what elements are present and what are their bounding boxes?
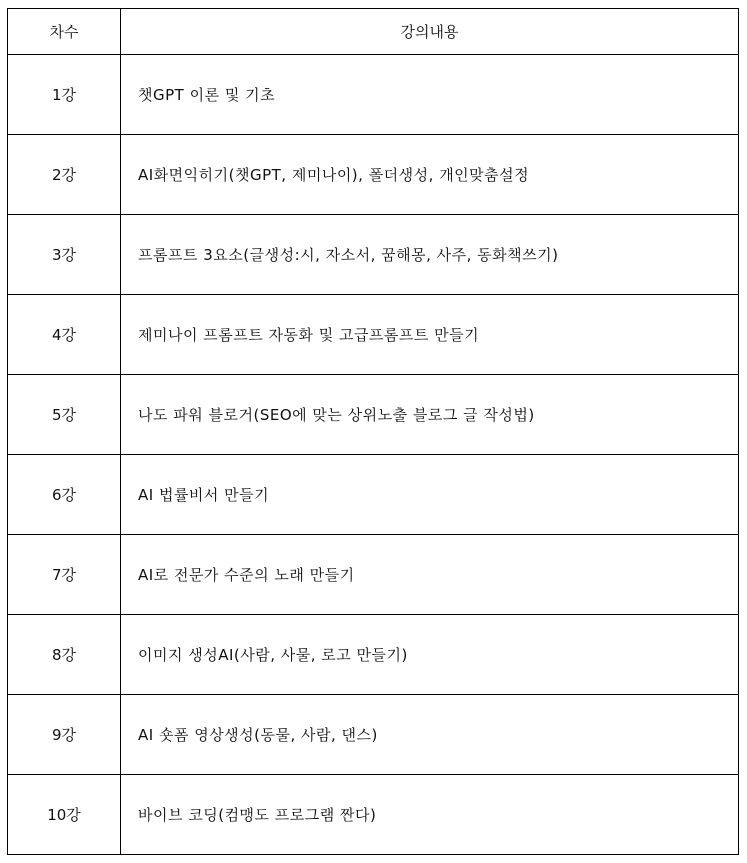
header-session-number: 차수 (8, 9, 121, 55)
session-number-cell: 7강 (8, 535, 121, 615)
lecture-content-cell: AI 숏폼 영상생성(동물, 사람, 댄스) (121, 695, 739, 775)
curriculum-table (7, 8, 739, 855)
lecture-content-cell: 제미나이 프롬프트 자동화 및 고급프롬프트 만들기 (121, 295, 739, 375)
session-number-cell: 6강 (8, 455, 121, 535)
session-number-cell: 10강 (8, 775, 121, 855)
table-row (8, 695, 739, 775)
table-row (8, 55, 739, 135)
lecture-content-cell: AI로 전문가 수준의 노래 만들기 (121, 535, 739, 615)
table-row (8, 775, 739, 855)
table-row (8, 135, 739, 215)
session-number-cell: 8강 (8, 615, 121, 695)
lecture-content-cell: 나도 파워 블로거(SEO에 맞는 상위노출 블로그 글 작성법) (121, 375, 739, 455)
table-row (8, 215, 739, 295)
session-number-cell: 5강 (8, 375, 121, 455)
session-number-cell: 4강 (8, 295, 121, 375)
lecture-content-cell: 프롬프트 3요소(글생성:시, 자소서, 꿈해몽, 사주, 동화책쓰기) (121, 215, 739, 295)
lecture-content-cell: AI화면익히기(챗GPT, 제미나이), 폴더생성, 개인맞춤설정 (121, 135, 739, 215)
table-row (8, 295, 739, 375)
lecture-content-cell: 바이브 코딩(컴맹도 프로그램 짠다) (121, 775, 739, 855)
curriculum-table-container (7, 8, 739, 854)
header-lecture-content: 강의내용 (121, 9, 739, 55)
lecture-content-cell: 챗GPT 이론 및 기초 (121, 55, 739, 135)
lecture-content-cell: 이미지 생성AI(사람, 사물, 로고 만들기) (121, 615, 739, 695)
table-row (8, 455, 739, 535)
table-row (8, 615, 739, 695)
session-number-cell: 3강 (8, 215, 121, 295)
session-number-cell: 9강 (8, 695, 121, 775)
session-number-cell: 2강 (8, 135, 121, 215)
table-header-row (8, 9, 739, 55)
lecture-content-cell: AI 법률비서 만들기 (121, 455, 739, 535)
table-row (8, 535, 739, 615)
session-number-cell: 1강 (8, 55, 121, 135)
table-row (8, 375, 739, 455)
